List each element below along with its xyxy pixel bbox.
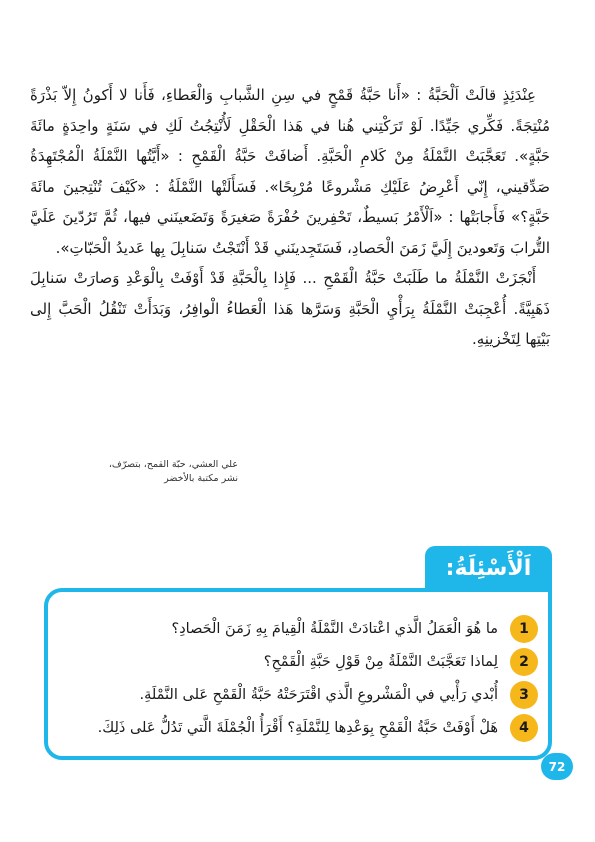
page-number: 72: [541, 753, 573, 780]
questions-list: [58, 612, 538, 744]
question-number-badge: 4: [510, 714, 538, 742]
question-number-badge: 2: [510, 648, 538, 676]
question-item: [58, 645, 538, 678]
story-text: [30, 80, 550, 355]
question-item: [58, 612, 538, 645]
source-publisher: نشر مكتبة بالأخضر: [164, 473, 238, 484]
question-text: هَلْ أَوْفَتْ حَبَّةُ الْقَمْحِ بِوَعْدِها لِلنَّمْلَةِ؟ أَقْرَأُ الْجُمْلَةَ الَّتي تَدُلُّ عَلى ذَلِكَ.: [97, 719, 498, 736]
source-citation: [108, 458, 238, 486]
question-text: لِماذا تَعَجَّبَتْ النَّمْلَةُ مِنْ قَوْلِ حَبَّةِ الْقَمْحِ؟: [263, 653, 498, 670]
question-item: [58, 678, 538, 711]
questions-heading: اَلْأَسْئِلَةُ:: [425, 546, 552, 590]
story-paragraph-2: أَنْجَزَتْ النَّمْلَةُ ما طَلَبَتْ حَبَّةُ الْقَمْحِ ... فَإِذا بِالْحَبَّةِ قَدْ أَوْفَتْ بِالْوَعْدِ وَصارَتْ سَنابِلَ ذَهَبِيَّةً. أُعْجِبَتْ النَّمْلَةُ بِرَأْيِ الْحَبَّةِ وَسَرَّها هَذا الْعَطاءُ الْوافِرُ، وَبَدَأَتْ تَنْقُلُ الْحَبَّ إِلى بَيْتِها لِتَخْزينِهِ.: [30, 269, 550, 348]
question-number-badge: 1: [510, 615, 538, 643]
question-text: ما هُوَ الْعَمَلُ الَّذي اعْتادَتْ النَّمْلَةُ الْقِيامَ بِهِ زَمَنَ الْحَصادِ؟: [171, 620, 498, 637]
question-text: أُبْدي رَأْيي في الْمَشْروعِ الَّذي اقْتَرَحَتْهُ حَبَّةُ الْقَمْحِ عَلى النَّمْلَةِ.: [139, 686, 498, 703]
question-item: [58, 711, 538, 744]
story-paragraph-1: عِنْدَئِذٍ قالَتْ اَلْحَبَّةُ : «أَنا حَبَّةُ قَمْحٍ في سِنِ الشَّبابِ وَالْعَطاءِ، فَأَنا لا أَكونُ إِلاّ بَذْرَةً مُنْتِجَةً. فَكِّري جَيِّدًا. لَوْ تَرَكْتِني هُنا في هَذا الْحَقْلِ لَأُنْتِجُتُ لَكِ في سَنَةٍ واحِدَةٍ مائَةَ حَبَّةٍ». تَعَجَّبَتْ النَّمْلَةُ مِنْ كَلامِ الْحَبَّةِ. أَضافَتْ حَبَّةُ الْقَمْحِ : «أَيَّتُها النَّمْلَةُ الْمُجْتَهِدَةُ صَدِّقيني، إِنّي أَعْرِضُ عَلَيْكِ مَشْروعًا مُرْبِحًا». فَسَأَلَتْها النَّمْلَةُ : «كَيْفَ تُنْتِجينَ مائَةَ حَبَّةٍ؟» فَأَجابَتْها : «اَلْأَمْرُ بَسيطٌ، تَحْفِرينَ حُفْرَةً صَغيرَةً وَتَضَعينَني فيها، ثُمَّ تَرُدّينَ عَلَيَّ التُّرابَ وَتَعودينَ إِلَيَّ زَمَنَ الْحَصادِ، فَسَتَجِدينَني قَدْ أَنْتَجْتُ سَنابِلَ بِها عَديدُ الْحَبّاتِ».: [30, 86, 550, 257]
questions-box: [44, 588, 552, 760]
source-author-title: علي العشي، حبّة القمح، بتصرّف،: [108, 459, 238, 470]
question-number-badge: 3: [510, 681, 538, 709]
